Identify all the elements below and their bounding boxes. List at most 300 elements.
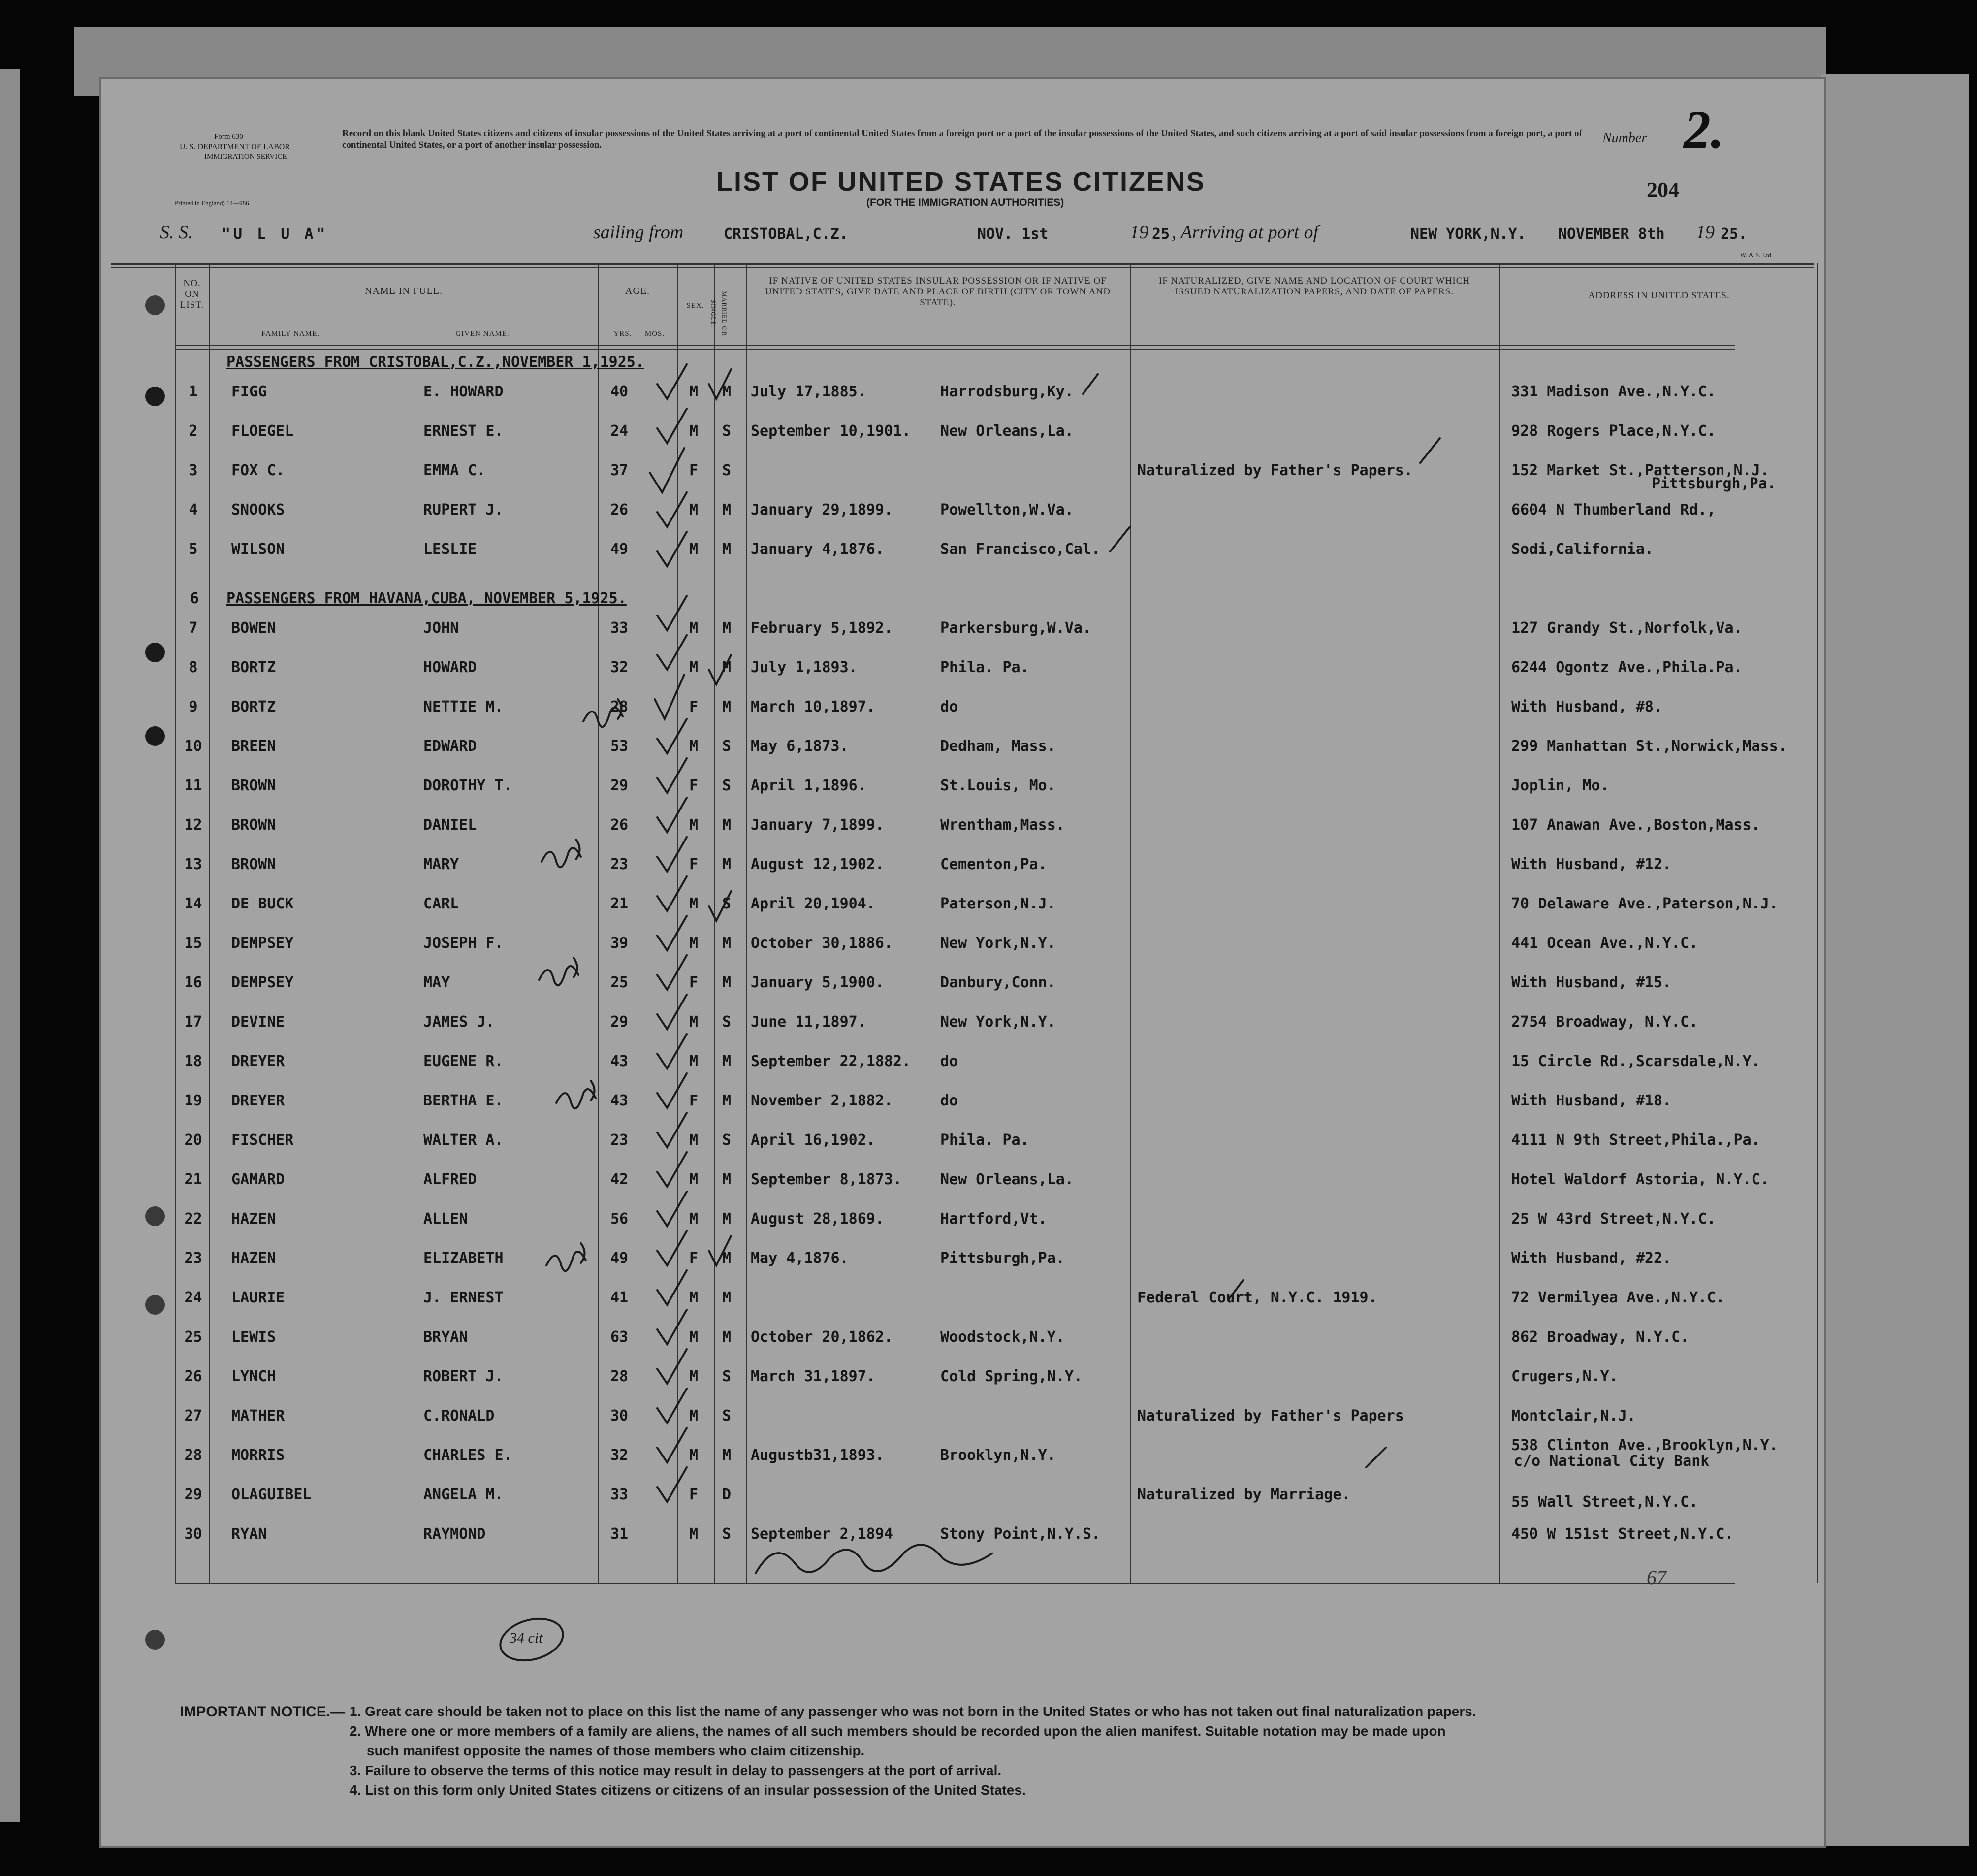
birth-date: May 4,1876.	[751, 1250, 849, 1267]
birth-place: Pittsburgh,Pa.	[940, 1250, 1065, 1267]
age: 21	[610, 895, 629, 912]
address: 538 Clinton Ave.,Brooklyn,N.Y.	[1511, 1437, 1778, 1454]
birth-place: New York,N.Y.	[940, 935, 1056, 952]
age: 29	[610, 777, 629, 794]
handwritten-marks	[101, 79, 1824, 1846]
section-cristobal: PASSENGERS FROM CRISTOBAL,C.Z.,NOVEMBER 1,1925.	[226, 354, 644, 371]
age: 63	[610, 1328, 629, 1346]
header-age: AGE.	[625, 286, 650, 296]
sex: M	[689, 1210, 699, 1228]
row-number: 27	[184, 1407, 202, 1424]
record-note: Record on this blank United States citizens and citizens of insular possessions of the United States arriving at a port of continental United States from a foreign port or a port of the insular possessions of the United States, and such citizens arriving at a port of said insular possessions from a foreign port, a port of continental United States, or a port of another insular possession.	[342, 129, 1582, 150]
row-number: 21	[184, 1171, 202, 1188]
given-name: CARL	[423, 895, 459, 912]
punch-hole	[145, 643, 165, 662]
given-name: EMMA C.	[423, 462, 486, 479]
arrival-year: 25.	[1721, 226, 1748, 243]
sex: M	[689, 383, 699, 400]
birth-date: July 17,1885.	[751, 383, 866, 400]
birth-place: do	[940, 1092, 958, 1109]
sex: M	[689, 816, 699, 834]
family-name: GAMARD	[231, 1171, 285, 1188]
age: 25	[610, 974, 629, 991]
birth-date: March 31,1897.	[751, 1368, 875, 1385]
birth-place: New Orleans,La.	[940, 422, 1074, 440]
marital-status: M	[722, 816, 732, 834]
birth-place: Hartford,Vt.	[940, 1210, 1047, 1228]
address: 107 Anawan Ave.,Boston,Mass.	[1511, 816, 1760, 834]
marital-status: M	[722, 619, 732, 637]
marital-status: S	[722, 422, 732, 440]
number-value: 2.	[1684, 99, 1724, 160]
given-name: JOSEPH F.	[423, 935, 504, 952]
birth-date: January 29,1899.	[751, 501, 893, 518]
marital-status: M	[722, 659, 732, 676]
marital-status: M	[722, 974, 732, 991]
birth-place: Woodstock,N.Y.	[940, 1328, 1065, 1346]
arrival-year-prefix: 19	[1696, 222, 1715, 243]
department: U. S. DEPARTMENT OF LABOR	[180, 143, 290, 151]
row-3-address-line-2: Pittsburgh,Pa.	[1652, 475, 1776, 492]
notice-item-2: 2. Where one or more members of a family are aliens, the names of all such members should be recorded upon the alien manifest. Suitable notation may be made upon	[350, 1723, 1446, 1739]
age: 42	[610, 1171, 629, 1188]
notice-item-2-cont: such manifest opposite the names of those members who claim citizenship.	[367, 1743, 865, 1758]
header-married: MARRIED OR SINGLE.	[710, 291, 728, 336]
birth-date: March 10,1897.	[751, 698, 875, 715]
address: With Husband, #8.	[1511, 698, 1663, 715]
naturalization: Federal Court, N.Y.C. 1919.	[1137, 1289, 1377, 1306]
family-name: BROWN	[231, 777, 276, 794]
marital-status: M	[722, 935, 732, 952]
sailing-date: NOV. 1st	[977, 226, 1049, 243]
family-name: FOX C.	[231, 462, 285, 479]
family-name: DEVINE	[231, 1013, 285, 1031]
address: With Husband, #18.	[1511, 1092, 1672, 1109]
arriving-label: , Arriving at port of	[1172, 222, 1319, 243]
given-name: BERTHA E.	[423, 1092, 504, 1109]
naturalization: Naturalized by Father's Papers	[1137, 1407, 1404, 1424]
family-name: FISCHER	[231, 1132, 294, 1149]
header-address: ADDRESS IN UNITED STATES.	[1588, 291, 1730, 301]
address: 6604 N Thumberland Rd.,	[1511, 501, 1716, 518]
address: 70 Delaware Ave.,Paterson,N.J.	[1511, 895, 1778, 912]
given-name: DOROTHY T.	[423, 777, 512, 794]
address: 15 Circle Rd.,Scarsdale,N.Y.	[1511, 1053, 1760, 1070]
address: 55 Wall Street,N.Y.C.	[1511, 1493, 1698, 1511]
age: 43	[610, 1092, 629, 1109]
address: 441 Ocean Ave.,N.Y.C.	[1511, 935, 1698, 952]
sailing-label: sailing from	[593, 222, 684, 243]
marital-status: M	[722, 1328, 732, 1346]
age: 37	[610, 462, 629, 479]
address: 4111 N 9th Street,Phila.,Pa.	[1511, 1132, 1760, 1149]
age: 24	[610, 422, 629, 440]
row-number: 11	[184, 777, 202, 794]
row-number: 15	[184, 935, 202, 952]
birth-place: do	[940, 698, 958, 715]
address: 6244 Ogontz Ave.,Phila.Pa.	[1511, 659, 1743, 676]
family-name: DEMPSEY	[231, 935, 294, 952]
given-name: MARY	[423, 856, 459, 873]
birth-place: do	[940, 1053, 958, 1070]
address: Hotel Waldorf Astoria, N.Y.C.	[1511, 1171, 1769, 1188]
given-name: E. HOWARD	[423, 383, 504, 400]
family-name: DE BUCK	[231, 895, 294, 912]
row-number: 4	[189, 501, 198, 518]
address: Montclair,N.J.	[1511, 1407, 1636, 1424]
sailing-year: 25	[1152, 226, 1170, 243]
address: 862 Broadway, N.Y.C.	[1511, 1328, 1690, 1346]
age: 43	[610, 1053, 629, 1070]
given-name: ALLEN	[423, 1210, 468, 1228]
age: 23	[610, 1132, 629, 1149]
row-number: 26	[184, 1368, 202, 1385]
marital-status: S	[722, 1525, 732, 1543]
header-no: NO. ON LIST.	[180, 278, 204, 310]
sex: M	[689, 1053, 699, 1070]
marital-status: S	[722, 895, 732, 912]
sex: F	[689, 698, 699, 715]
address: With Husband, #12.	[1511, 856, 1672, 873]
birth-place: Cementon,Pa.	[940, 856, 1047, 873]
birth-date: August 28,1869.	[751, 1210, 884, 1228]
age: 32	[610, 659, 629, 676]
sex: M	[689, 1407, 699, 1424]
family-name: BORTZ	[231, 698, 276, 715]
given-name: HOWARD	[423, 659, 477, 676]
sex: M	[689, 1013, 699, 1031]
sex: M	[689, 1525, 699, 1543]
given-name: RAYMOND	[423, 1525, 486, 1543]
address: Sodi,California.	[1511, 541, 1654, 558]
year-prefix: 19	[1130, 222, 1148, 243]
birth-place: St.Louis, Mo.	[940, 777, 1056, 794]
sex: F	[689, 462, 699, 479]
given-name: JAMES J.	[423, 1013, 495, 1031]
notice-heading: IMPORTANT NOTICE.—	[180, 1704, 346, 1720]
marital-status: M	[722, 1289, 732, 1306]
address: Joplin, Mo.	[1511, 777, 1609, 794]
sex: M	[689, 619, 699, 637]
arrival-date: NOVEMBER 8th	[1558, 226, 1665, 243]
family-name: LYNCH	[231, 1368, 276, 1385]
given-name: C.RONALD	[423, 1407, 495, 1424]
back-sheet-right	[1821, 74, 1969, 1846]
birth-place: Danbury,Conn.	[940, 974, 1056, 991]
address: 331 Madison Ave.,N.Y.C.	[1511, 383, 1716, 400]
birth-date: October 20,1862.	[751, 1328, 893, 1346]
marital-status: M	[722, 1447, 732, 1464]
notice-item-4: 4. List on this form only United States citizens or citizens of an insular possession of the United States.	[350, 1782, 1026, 1798]
punch-hole	[145, 726, 165, 746]
row-number: 9	[189, 698, 198, 715]
birth-date: July 1,1893.	[751, 659, 858, 676]
age: 30	[610, 1407, 629, 1424]
row-number: 28	[184, 1447, 202, 1464]
marital-status: M	[722, 698, 732, 715]
form-number: Form 630	[214, 133, 243, 141]
birth-date: October 30,1886.	[751, 935, 893, 952]
marital-status: S	[722, 1407, 732, 1424]
address: With Husband, #15.	[1511, 974, 1672, 991]
marital-status: M	[722, 1053, 732, 1070]
row-number: 25	[184, 1328, 202, 1346]
family-name: FLOEGEL	[231, 422, 294, 440]
address: 127 Grandy St.,Norfolk,Va.	[1511, 619, 1743, 637]
birth-date: April 20,1904.	[751, 895, 875, 912]
row-number: 22	[184, 1210, 202, 1228]
given-name: CHARLES E.	[423, 1447, 512, 1464]
sex: F	[689, 1486, 699, 1503]
row-number: 17	[184, 1013, 202, 1031]
age: 33	[610, 619, 629, 637]
birth-place: Phila. Pa.	[940, 659, 1029, 676]
age: 41	[610, 1289, 629, 1306]
family-name: BREEN	[231, 738, 276, 755]
family-name: BOWEN	[231, 619, 276, 637]
family-name: DREYER	[231, 1092, 285, 1109]
number-label: Number	[1602, 130, 1647, 146]
marital-status: S	[722, 777, 732, 794]
birth-date: June 11,1897.	[751, 1013, 866, 1031]
row-number: 7	[189, 619, 198, 637]
family-name: LAURIE	[231, 1289, 285, 1306]
row-number: 20	[184, 1132, 202, 1149]
family-name: DREYER	[231, 1053, 285, 1070]
marital-status: S	[722, 462, 732, 479]
arrival-port: NEW YORK,N.Y.	[1410, 226, 1526, 243]
family-name: MATHER	[231, 1407, 285, 1424]
printed-note: Printed in England) 14—986	[175, 199, 249, 207]
age: 26	[610, 816, 629, 834]
family-name: HAZEN	[231, 1210, 276, 1228]
given-name: EUGENE R.	[423, 1053, 504, 1070]
family-name: FIGG	[231, 383, 267, 400]
birth-date: January 7,1899.	[751, 816, 884, 834]
marital-status: M	[722, 1092, 732, 1109]
family-name: MORRIS	[231, 1447, 285, 1464]
family-name: SNOOKS	[231, 501, 285, 518]
birth-date: January 5,1900.	[751, 974, 884, 991]
age: 29	[610, 1013, 629, 1031]
row-number: 16	[184, 974, 202, 991]
age: 53	[610, 738, 629, 755]
sex: M	[689, 1132, 699, 1149]
circled-note: 34 cit	[510, 1630, 543, 1646]
address: 2754 Broadway, N.Y.C.	[1511, 1013, 1698, 1031]
sex: M	[689, 1289, 699, 1306]
marital-status: D	[722, 1486, 732, 1503]
marital-status: S	[722, 1013, 732, 1031]
address: 72 Vermilyea Ave.,N.Y.C.	[1511, 1289, 1725, 1306]
row-number: 19	[184, 1092, 202, 1109]
given-name: ALFRED	[423, 1171, 477, 1188]
header-sex: SEX.	[686, 302, 704, 310]
header-mos: MOS.	[644, 330, 665, 338]
marital-status: S	[722, 1368, 732, 1385]
section-havana: PASSENGERS FROM HAVANA,CUBA, NOVEMBER 5,1925.	[226, 590, 627, 607]
given-name: MAY	[423, 974, 450, 991]
birth-date: January 4,1876.	[751, 541, 884, 558]
birth-date: August 12,1902.	[751, 856, 884, 873]
row-number: 18	[184, 1053, 202, 1070]
given-name: ROBERT J.	[423, 1368, 504, 1385]
sex: M	[689, 659, 699, 676]
given-name: ELIZABETH	[423, 1250, 504, 1267]
row-number: 24	[184, 1289, 202, 1306]
birth-place: Phila. Pa.	[940, 1132, 1029, 1149]
age: 31	[610, 1525, 629, 1543]
page-title: LIST OF UNITED STATES CITIZENS	[716, 167, 1206, 196]
sex: M	[689, 541, 699, 558]
birth-date: September 22,1882.	[751, 1053, 911, 1070]
marital-status: M	[722, 501, 732, 518]
row-number: 5	[189, 541, 198, 558]
address: 299 Manhattan St.,Norwick,Mass.	[1511, 738, 1787, 755]
family-name: RYAN	[231, 1525, 267, 1543]
given-name: BRYAN	[423, 1328, 468, 1346]
printer-mark: W. & S. Ltd.	[1740, 251, 1773, 259]
sex: M	[689, 935, 699, 952]
marital-status: S	[722, 1132, 732, 1149]
service: IMMIGRATION SERVICE	[204, 153, 287, 161]
back-sheet-left	[0, 69, 20, 1822]
birth-place: Brooklyn,N.Y.	[940, 1447, 1056, 1464]
sex: M	[689, 895, 699, 912]
age: 33	[610, 1486, 629, 1503]
row-number: 14	[184, 895, 202, 912]
address: Crugers,N.Y.	[1511, 1368, 1618, 1385]
family-name: DEMPSEY	[231, 974, 294, 991]
punch-hole	[145, 1630, 165, 1650]
birth-date: November 2,1882.	[751, 1092, 893, 1109]
birth-date: September 10,1901.	[751, 422, 911, 440]
family-name: LEWIS	[231, 1328, 276, 1346]
sailing-from: CRISTOBAL,C.Z.	[724, 226, 848, 243]
birth-date: April 1,1896.	[751, 777, 866, 794]
birth-date: May 6,1873.	[751, 738, 849, 755]
birth-place: New York,N.Y.	[940, 1013, 1056, 1031]
row-number: 12	[184, 816, 202, 834]
marital-status: M	[722, 541, 732, 558]
punch-hole	[145, 1295, 165, 1315]
sex: M	[689, 738, 699, 755]
header-family: FAMILY NAME.	[261, 330, 319, 338]
address: 928 Rogers Place,N.Y.C.	[1511, 422, 1716, 440]
birth-place: Harrodsburg,Ky.	[940, 383, 1074, 400]
row-number: 8	[189, 659, 198, 676]
punch-hole	[145, 1206, 165, 1226]
age: 49	[610, 541, 629, 558]
birth-place: San Francisco,Cal.	[940, 541, 1101, 558]
sex: F	[689, 1250, 699, 1267]
birth-place: Parkersburg,W.Va.	[940, 619, 1092, 637]
age: 56	[610, 1210, 629, 1228]
sex: M	[689, 1328, 699, 1346]
family-name: WILSON	[231, 541, 285, 558]
birth-date: September 8,1873.	[751, 1171, 902, 1188]
age: 28	[610, 1368, 629, 1385]
family-name: OLAGUIBEL	[231, 1486, 312, 1503]
given-name: LESLIE	[423, 541, 477, 558]
age: 26	[610, 501, 629, 518]
given-name: JOHN	[423, 619, 459, 637]
given-name: ANGELA M.	[423, 1486, 504, 1503]
sex: M	[689, 1171, 699, 1188]
stamp-number: 204	[1647, 178, 1679, 202]
marital-status: M	[722, 856, 732, 873]
punch-hole	[145, 295, 165, 315]
sex: M	[689, 1447, 699, 1464]
given-name: EDWARD	[423, 738, 477, 755]
notice-item-1: 1. Great care should be taken not to place on this list the name of any passenger who was not born in the United States or who has not taken out final naturalization papers.	[350, 1704, 1476, 1719]
address: 25 W 43rd Street,N.Y.C.	[1511, 1210, 1716, 1228]
age: 23	[610, 856, 629, 873]
row-number: 13	[184, 856, 202, 873]
naturalization: Naturalized by Father's Papers.	[1137, 462, 1413, 479]
row-number: 1	[189, 383, 198, 400]
sex: F	[689, 1092, 699, 1109]
marital-status: M	[722, 1210, 732, 1228]
header-given: GIVEN NAME.	[455, 330, 510, 338]
birth-place: Dedham, Mass.	[940, 738, 1056, 755]
header-birth: IF NATIVE OF UNITED STATES INSULAR POSSESSION OR IF NATIVE OF UNITED STATES, GIVE DATE AND PLACE OF BIRTH (CITY OR TOWN AND STATE).	[765, 276, 1111, 308]
address: 450 W 151st Street,N.Y.C.	[1511, 1525, 1734, 1543]
header-naturalized: IF NATURALIZED, GIVE NAME AND LOCATION OF COURT WHICH ISSUED NATURALIZATION PAPERS, AND DATE OF PAPERS.	[1158, 276, 1470, 297]
marital-status: M	[722, 383, 732, 400]
birth-place: Paterson,N.J.	[940, 895, 1056, 912]
given-name: J. ERNEST	[423, 1289, 504, 1306]
birth-place: Stony Point,N.Y.S.	[940, 1525, 1101, 1543]
family-name: BROWN	[231, 816, 276, 834]
given-name: DANIEL	[423, 816, 477, 834]
birth-date: February 5,1892.	[751, 619, 893, 637]
row-number: 10	[184, 738, 202, 755]
birth-date: September 2,1894	[751, 1525, 893, 1543]
age: 28	[610, 698, 629, 715]
ss-label: S. S.	[160, 222, 193, 243]
naturalization: Naturalized by Marriage.	[1137, 1486, 1351, 1503]
row-number: 3	[189, 462, 198, 479]
address: With Husband, #22.	[1511, 1250, 1672, 1267]
given-name: RUPERT J.	[423, 501, 504, 518]
sex: F	[689, 777, 699, 794]
sex: F	[689, 974, 699, 991]
sex: F	[689, 856, 699, 873]
age: 32	[610, 1447, 629, 1464]
ship-name: "U L U A"	[222, 226, 328, 243]
marital-status: M	[722, 1250, 732, 1267]
margin-count: 67	[1647, 1566, 1666, 1588]
given-name: ERNEST E.	[423, 422, 504, 440]
header-name: NAME IN FULL.	[365, 286, 443, 296]
birth-place: Wrentham,Mass.	[940, 816, 1065, 834]
row-29-address-line-1: c/o National City Bank	[1514, 1453, 1710, 1470]
section-row-no: 6	[190, 590, 199, 607]
marital-status: M	[722, 1171, 732, 1188]
sex: M	[689, 422, 699, 440]
page-subtitle: (FOR THE IMMIGRATION AUTHORITIES)	[866, 197, 1064, 208]
row-number: 23	[184, 1250, 202, 1267]
header-yrs: YRS.	[613, 330, 632, 338]
sex: M	[689, 1368, 699, 1385]
family-name: BORTZ	[231, 659, 276, 676]
sex: M	[689, 501, 699, 518]
row-number: 30	[184, 1525, 202, 1543]
birth-place: Powellton,W.Va.	[940, 501, 1074, 518]
birth-place: Cold Spring,N.Y.	[940, 1368, 1083, 1385]
family-name: HAZEN	[231, 1250, 276, 1267]
